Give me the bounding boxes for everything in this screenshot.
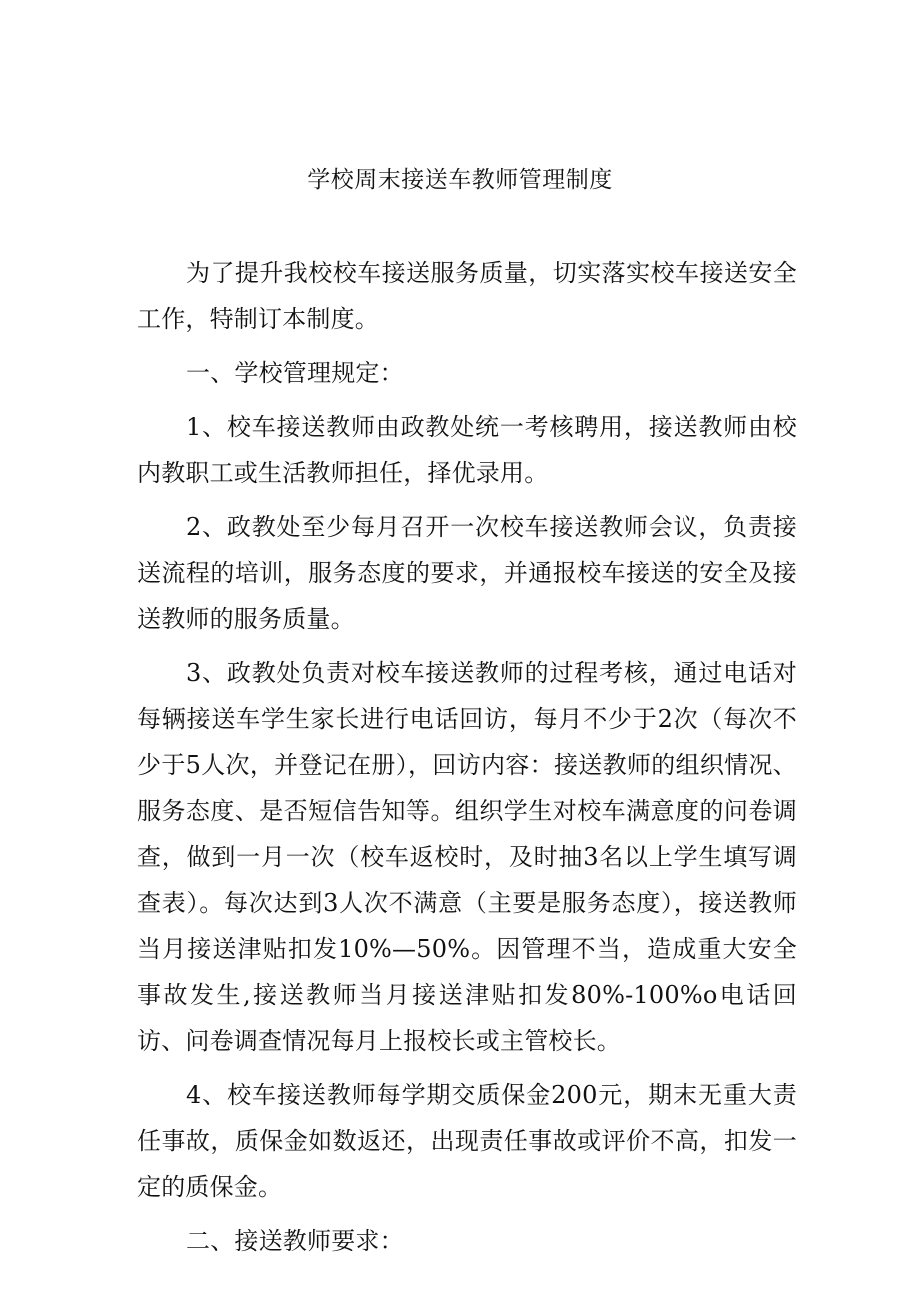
document-body (137, 250, 797, 1264)
rule-paragraph-1: 1、校车接送教师由政教处统一考核聘用，接送教师由校内教职工或生活教师担任，择优录用。 (137, 413, 797, 487)
intro-paragraph: 为了提升我校校车接送服务质量，切实落实校车接送安全工作，特制订本制度。 (137, 259, 797, 333)
rule-paragraph-3: 3、政教处负责对校车接送教师的过程考核，通过电话对每辆接送车学生家长进行电话回访，每月不少于2次（每次不少于5人次，并登记在册），回访内容：接送教师的组织情况、服务态度、是否短信告知等。组织学生对校车满意度的问卷调查，做到一月一次（校车返校时，及时抽3名以上学生填写调查表）。每次达到3人次不满意（主要是服务态度），接送教师当月接送津贴扣发10%—50%。因管理不当，造成重大安全事故发生,接送教师当月接送津贴扣发80%-100%o电话回访、问卷调查情况每月上报校长或主管校长。 (137, 659, 797, 1055)
section-heading-school-rules: 一、学校管理规定： (186, 359, 404, 387)
document-title: 学校周末接送车教师管理制度 (307, 167, 613, 193)
rule-paragraph-2: 2、政教处至少每月召开一次校车接送教师会议，负责接送流程的培训，服务态度的要求，并通报校车接送的安全及接送教师的服务质量。 (137, 513, 797, 633)
rule-paragraph-4: 4、校车接送教师每学期交质保金200元，期末无重大责任事故，质保金如数返还，出现责任事故或评价不高，扣发一定的质保金。 (137, 1081, 797, 1201)
section-heading-teacher-requirements: 二、接送教师要求： (186, 1227, 404, 1255)
